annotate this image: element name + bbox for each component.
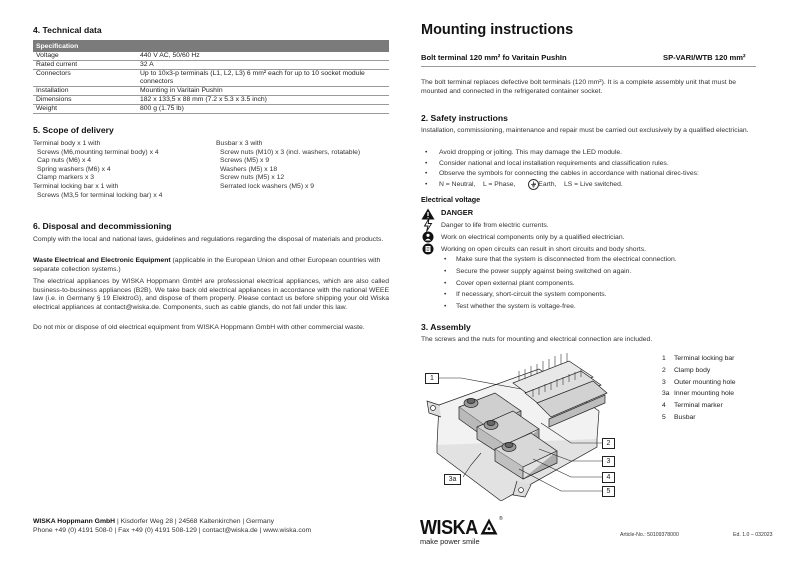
list-item: • Consider national and local installation requirements and classification rules.	[421, 159, 761, 170]
list-item: • Observe the symbols for connecting the cables in accordance with national direc-tives:	[421, 169, 761, 180]
section-title-scope: 5. Scope of delivery	[33, 125, 114, 135]
list-item: 3a Inner mounting hole	[662, 390, 735, 398]
section-title-technical-data: 4. Technical data	[33, 25, 102, 35]
list-item: • Test whether the system is voltage-free.	[426, 301, 761, 313]
section-title-assembly: 3. Assembly	[421, 322, 471, 332]
footer-contact: Phone +49 (0) 4191 508-0 | Fax +49 (0) 4191 508-129 | contact@wiska.de | www.wiska.com	[33, 527, 312, 534]
list-item: Screws (M6,mounting terminal body) x 4	[37, 148, 159, 156]
list-item: Danger to life from electric currents.	[441, 222, 549, 229]
danger-text	[441, 220, 761, 255]
earth-symbol-icon	[528, 179, 539, 190]
table-row: Installation Mounting in Varitain PushIn	[33, 87, 389, 96]
scope-list-col1	[33, 140, 218, 200]
header-rule	[421, 66, 756, 67]
callout-2: 2	[602, 438, 615, 449]
section-title-safety: 2. Safety instructions	[421, 113, 508, 123]
assembly-intro: The screws and the nuts for mounting and electrical connection are included.	[421, 336, 653, 343]
disposal-paragraph: Comply with the local and national laws, guidelines and regulations regarding the disposal of materials and products.	[33, 236, 384, 243]
list-item: 4 Terminal marker	[662, 402, 723, 410]
brand-logo: WISKA	[420, 517, 478, 539]
safety-bullets	[421, 148, 761, 190]
list-item: Clamp markers x 3	[37, 174, 95, 182]
weee-body: The electrical appliances by WISKA Hoppmann GmbH are professional electrical appliances, which are also called business-to-business appliances (B2B). We take back old electrical appliances in accordance with the national WEEE law (i.e. in Germany § 19 ElektroG), and dispose of them properly. Please contact us before shipping your old Wiska electrical appliances at contact@wiska.de. Components, such as cable glands, do not fall under this law.	[33, 278, 389, 311]
assembly-legend	[662, 353, 772, 424]
section-title-disposal: 6. Disposal and decommissioning	[33, 221, 172, 231]
table-row: Rated current 32 A	[33, 61, 389, 70]
scope-list-col2	[216, 140, 391, 192]
list-item: 3 Outer mounting hole	[662, 378, 736, 386]
footer-address: WISKA Hoppmann GmbH | Kisdorfer Weg 28 | 24568 Kaltenkirchen | Germany	[33, 518, 274, 525]
edition: Ed. 1.0 – 032023	[733, 532, 773, 538]
registered-mark: ®	[499, 516, 503, 522]
intro-paragraph: The bolt terminal replaces defective bolt terminals (120 mm²). It is a complete assembly unit that must be mounted and connected in the refrigerated container socket.	[421, 79, 737, 95]
disposal-warning: Do not mix or dispose of old electrical equipment from WISKA Hoppmann GmbH with other commercial waste.	[33, 324, 365, 331]
table-row: Dimensions 182 x 133,5 x 88 mm (7.2 x 5.3 x 3.5 inch)	[33, 96, 389, 105]
brand-mark-icon	[480, 518, 498, 540]
list-item: Terminal body x 1 with	[33, 140, 101, 147]
list-item: Screws (M5) x 9	[220, 157, 270, 165]
list-item: Screw nuts (M5) x 12	[220, 174, 285, 182]
list-item: • Secure the power supply against being switched on again.	[426, 266, 761, 278]
callout-1: 1	[425, 373, 439, 384]
list-item: 1 Terminal locking bar	[662, 355, 735, 362]
list-item: Screw nuts (M10) x 3 (incl. washers, rotatable)	[220, 148, 361, 156]
list-item: 5 Busbar	[662, 413, 696, 421]
list-item: Working on open circuits can result in short circuits and body shorts.	[441, 245, 647, 253]
list-item: • Cover open external plant components.	[426, 278, 761, 290]
symbols-line: • N = Neutral, L = Phase, = Earth, LS = Live switched.	[421, 180, 761, 191]
list-item: 2 Clamp body	[662, 366, 711, 374]
weee-paragraph: Waste Electrical and Electronic Equipment (applicable in the European Union and other European countries with separate collection systems.)	[33, 257, 381, 273]
callout-4: 4	[602, 472, 615, 483]
list-item: Screws (M3,5 for terminal locking bar) x 4	[37, 191, 163, 199]
danger-label: DANGER	[441, 208, 474, 217]
callout-3: 3	[602, 456, 615, 467]
list-item: Terminal locking bar x 1 with	[33, 182, 119, 190]
table-row: Voltage 440 V AC, 50/60 Hz	[33, 52, 389, 61]
list-item: Work on electrical components only by a qualified electrician.	[441, 233, 625, 241]
article-number: Article-No.: 50109378000	[620, 532, 679, 538]
table-row: Weight 800 g (1.75 lb)	[33, 105, 389, 114]
list-item: • Make sure that the system is disconnected from the electrical connection.	[426, 254, 761, 266]
footer-company: WISKA Hoppmann GmbH	[33, 518, 116, 525]
brand-tagline: make power smile	[420, 537, 480, 546]
list-item: Serrated lock washers (M5) x 9	[220, 182, 315, 190]
callout-3a: 3a	[444, 474, 461, 485]
danger-sub-bullets	[426, 254, 761, 313]
list-item: • Avoid dropping or jolting. This may damage the LED module.	[421, 148, 761, 159]
weee-heading: Waste Electrical and Electronic Equipment	[33, 257, 171, 264]
list-item: Cap nuts (M6) x 4	[37, 157, 92, 165]
specification-table	[33, 40, 389, 114]
product-name: Bolt terminal 120 mm² fo Varitain PushIn	[421, 53, 567, 62]
page-title: Mounting instructions	[421, 22, 574, 38]
table-row: Connectors Up to 10x3-p terminals (L1, L2, L3) 6 mm² each for up to 10 socket module connectors	[33, 70, 389, 87]
callout-5: 5	[602, 486, 615, 497]
list-item: • If necessary, short-circuit the system components.	[426, 289, 761, 301]
safety-intro: Installation, commissioning, maintenance and repair must be carried out exclusively by a qualified electrician.	[421, 127, 749, 134]
product-code: SP-VARI/WTB 120 mm²	[663, 53, 746, 62]
electrical-voltage-title: Electrical voltage	[421, 195, 481, 204]
list-item: Spring washers (M6) x 4	[37, 165, 111, 173]
spec-header: Specification	[33, 40, 389, 52]
list-item: Busbar x 3 with	[216, 140, 263, 147]
list-item: Washers (M5) x 18	[220, 165, 278, 173]
